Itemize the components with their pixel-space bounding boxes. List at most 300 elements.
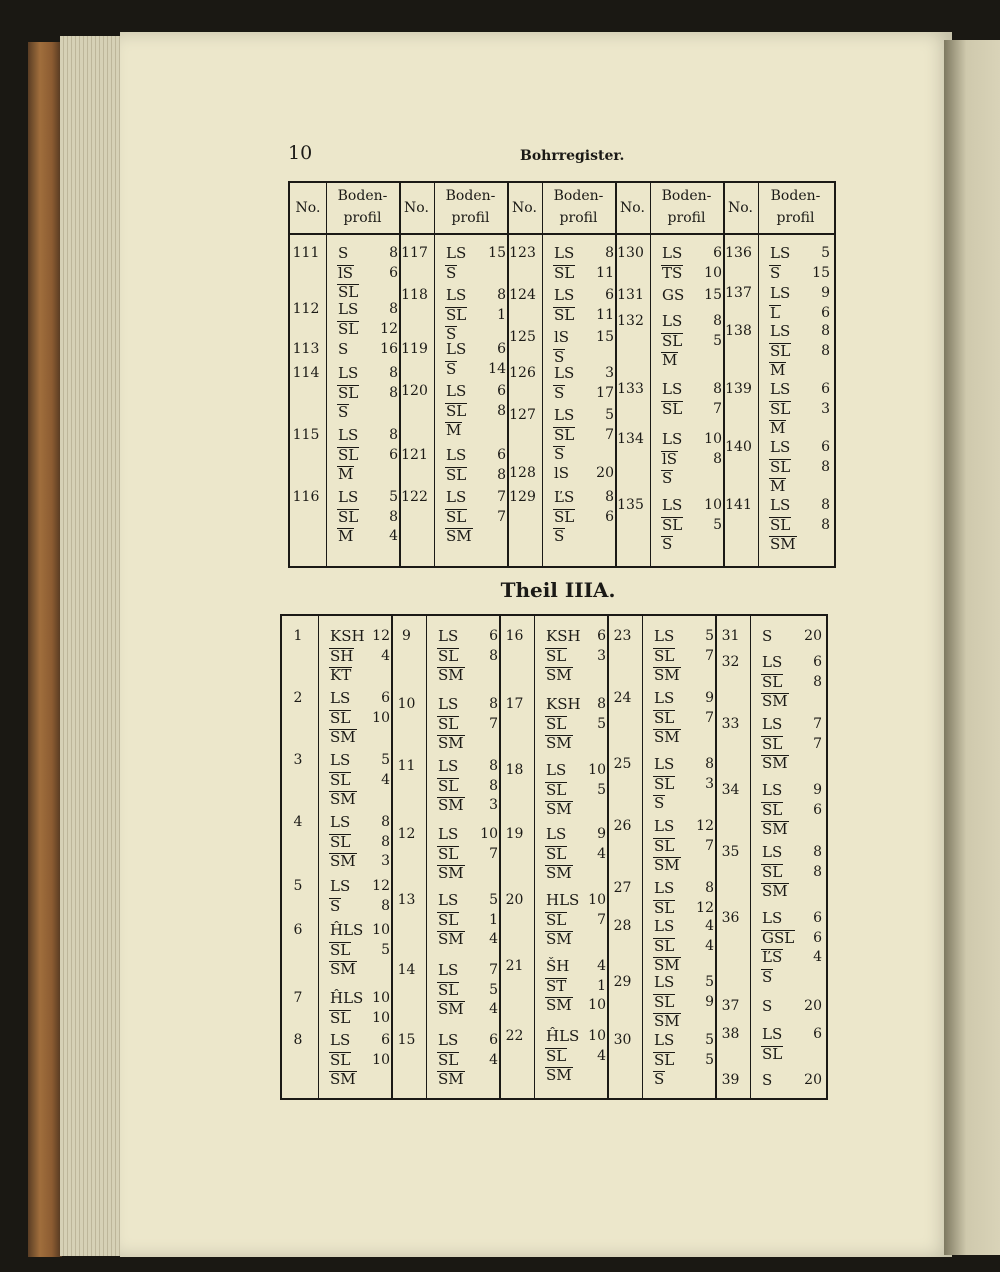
row-number: 10 <box>397 696 416 712</box>
soil-profile <box>762 843 826 902</box>
soil-code: S <box>770 263 781 282</box>
profile-layer <box>438 777 502 797</box>
soil-code: SL <box>762 672 783 691</box>
soil-code: SM <box>654 956 680 974</box>
soil-code: LS <box>438 961 459 979</box>
soil-profile <box>438 757 502 816</box>
layer-depth: 8 <box>389 245 398 261</box>
profile-layer <box>330 813 394 833</box>
layer-depth: 6 <box>813 910 822 926</box>
profile-layer <box>654 879 718 899</box>
layer-depth: 8 <box>489 647 498 664</box>
profile-layer <box>762 968 826 988</box>
soil-code: SH <box>330 646 354 665</box>
soil-code: SM <box>762 882 788 900</box>
profile-layer <box>546 930 610 950</box>
soil-code: SL <box>438 776 459 795</box>
soil-code: SM <box>438 734 464 752</box>
soil-code: LS <box>330 877 351 895</box>
profile-layer <box>662 286 726 306</box>
soil-code: lS <box>554 328 570 346</box>
layer-depth: 6 <box>389 264 398 281</box>
profile-layer <box>330 989 394 1009</box>
layer-depth: 10 <box>704 431 722 447</box>
soil-code: SL <box>770 399 791 418</box>
soil-profile <box>762 627 826 647</box>
profile-layer <box>338 300 402 320</box>
profile-layer <box>338 527 402 547</box>
profile-layer <box>770 477 834 497</box>
profile-layer <box>446 402 510 422</box>
layer-depth: 6 <box>597 628 606 644</box>
layer-depth: 8 <box>489 777 498 794</box>
book-spine <box>28 42 62 1257</box>
layer-depth: 6 <box>381 1032 390 1048</box>
soil-code: SL <box>446 507 467 526</box>
soil-code: SL <box>330 832 351 851</box>
soil-code: S <box>554 383 565 402</box>
layer-depth: 8 <box>389 365 398 381</box>
row-number: 119 <box>401 341 428 357</box>
profile-layer <box>338 446 402 466</box>
profile-layer <box>762 929 826 949</box>
soil-profile <box>654 627 718 686</box>
profile-layer <box>762 863 826 883</box>
profile-layer <box>762 627 826 647</box>
soil-code: SM <box>546 666 572 684</box>
row-number: 21 <box>505 958 524 974</box>
profile-layer <box>546 781 610 801</box>
profile-layer <box>438 757 502 777</box>
row-number: 130 <box>617 245 644 261</box>
header-bodenprofil <box>434 185 507 229</box>
soil-code: lS <box>338 263 354 282</box>
layer-depth: 8 <box>489 758 498 774</box>
soil-profile <box>546 627 610 686</box>
soil-code: S <box>338 340 349 358</box>
soil-code: LS <box>770 244 791 262</box>
soil-code: SL <box>330 770 351 789</box>
row-number: 111 <box>292 245 320 261</box>
layer-depth: 20 <box>804 628 822 644</box>
row-number: 140 <box>725 439 752 455</box>
soil-profile <box>662 380 726 419</box>
soil-code: SL <box>770 457 791 476</box>
layer-depth: 6 <box>821 439 830 455</box>
layer-depth: 20 <box>804 1072 822 1088</box>
soil-code: SL <box>330 708 351 727</box>
layer-depth: 5 <box>713 516 722 533</box>
profile-layer <box>338 384 402 404</box>
profile-layer <box>330 647 394 667</box>
soil-profile <box>554 286 618 325</box>
row-number: 1 <box>293 628 303 644</box>
row-number: 37 <box>721 998 740 1014</box>
soil-code: SL <box>438 910 459 929</box>
profile-layer <box>554 328 618 348</box>
soil-code: S <box>338 244 349 262</box>
layer-depth: 5 <box>489 981 498 998</box>
soil-code: SL <box>662 515 683 534</box>
profile-layer <box>654 728 718 748</box>
row-number: 133 <box>617 381 644 397</box>
layer-depth: 4 <box>381 771 390 788</box>
register-table-top <box>288 181 836 568</box>
layer-depth: 4 <box>597 958 606 974</box>
soil-code: TS <box>662 263 683 282</box>
profile-layer <box>770 342 834 362</box>
layer-depth: 12 <box>380 320 398 337</box>
row-number: 18 <box>505 762 524 778</box>
layer-depth: 5 <box>705 974 714 990</box>
layer-depth: 8 <box>489 696 498 712</box>
profile-layer <box>762 801 826 821</box>
profile-layer <box>438 695 502 715</box>
layer-depth: 10 <box>372 922 390 938</box>
soil-code: LS <box>546 825 567 843</box>
profile-layer <box>446 508 510 528</box>
profile-layer <box>662 244 726 264</box>
layer-depth: 3 <box>605 365 614 381</box>
table-column-rule <box>534 616 535 1098</box>
profile-layer <box>330 1070 394 1090</box>
profile-layer <box>762 692 826 712</box>
soil-code: LS <box>446 244 467 262</box>
row-number: 129 <box>509 489 536 505</box>
layer-depth: 8 <box>713 381 722 397</box>
layer-depth: 6 <box>389 446 398 463</box>
layer-depth: 6 <box>821 381 830 397</box>
soil-code: SL <box>438 980 459 999</box>
row-number: 35 <box>721 844 740 860</box>
row-number: 121 <box>401 447 428 463</box>
profile-layer <box>770 244 834 264</box>
profile-layer <box>554 527 618 547</box>
soil-code: SM <box>546 930 572 948</box>
soil-code: LS <box>654 817 675 835</box>
soil-code: SL <box>770 515 791 534</box>
header-bodenprofil-line1: Boden- <box>661 188 712 204</box>
layer-depth: 15 <box>596 329 614 345</box>
table-column-rule <box>434 183 435 566</box>
profile-layer <box>554 364 618 384</box>
header-bodenprofil <box>758 185 833 229</box>
row-number: 17 <box>505 696 524 712</box>
layer-depth: 10 <box>704 264 722 281</box>
profile-layer <box>770 419 834 439</box>
soil-code: SM <box>770 535 796 553</box>
row-number: 20 <box>505 892 524 908</box>
soil-code: SL <box>438 844 459 863</box>
row-number: 39 <box>721 1072 740 1088</box>
profile-layer <box>770 458 834 478</box>
soil-profile <box>554 364 618 403</box>
soil-profile <box>330 751 394 810</box>
soil-code: KT <box>330 666 352 684</box>
row-number: 23 <box>613 628 632 644</box>
profile-layer <box>554 306 618 326</box>
soil-profile <box>330 989 394 1028</box>
soil-code: SL <box>762 800 783 819</box>
soil-code: SM <box>654 728 680 746</box>
profile-layer <box>654 1051 718 1071</box>
register-table-bottom <box>280 614 828 1100</box>
profile-layer <box>654 775 718 795</box>
profile-layer <box>770 400 834 420</box>
soil-code: SL <box>446 401 467 420</box>
layer-depth: 7 <box>497 508 506 525</box>
header-bodenprofil-line1: Boden- <box>770 188 821 204</box>
soil-profile <box>546 891 610 950</box>
soil-code: SM <box>546 734 572 752</box>
soil-code: SL <box>438 646 459 665</box>
layer-depth: 8 <box>821 497 830 513</box>
soil-code: lS <box>662 449 678 468</box>
profile-layer <box>546 977 610 997</box>
profile-layer <box>446 306 510 326</box>
soil-code: SM <box>438 666 464 684</box>
soil-profile <box>446 340 510 379</box>
profile-layer <box>338 340 402 360</box>
profile-layer <box>446 286 510 306</box>
layer-depth: 7 <box>605 426 614 443</box>
soil-profile <box>762 781 826 840</box>
layer-depth: 7 <box>489 962 498 978</box>
row-number: 120 <box>401 383 428 399</box>
layer-depth: 8 <box>705 756 714 772</box>
profile-layer <box>654 1012 718 1032</box>
soil-code: SM <box>438 864 464 882</box>
layer-depth: 10 <box>588 997 606 1013</box>
soil-code: SL <box>438 714 459 733</box>
layer-depth: 10 <box>372 990 390 1006</box>
soil-code: SL <box>654 774 675 793</box>
soil-profile <box>662 430 726 489</box>
profile-layer <box>654 856 718 876</box>
profile-layer <box>330 833 394 853</box>
profile-layer <box>654 1031 718 1051</box>
soil-profile <box>438 627 502 686</box>
soil-code: LS <box>762 715 783 733</box>
soil-profile <box>338 300 402 339</box>
profile-layer <box>438 734 502 754</box>
layer-depth: 12 <box>696 899 714 916</box>
header-bodenprofil-line2: profil <box>776 210 815 226</box>
soil-profile <box>654 973 718 1032</box>
layer-depth: 7 <box>713 400 722 417</box>
profile-layer <box>546 695 610 715</box>
profile-layer <box>546 891 610 911</box>
soil-code: LS <box>762 781 783 799</box>
row-number: 118 <box>401 287 428 303</box>
row-number: 112 <box>292 301 320 317</box>
profile-layer <box>554 384 618 404</box>
layer-depth: 4 <box>381 647 390 664</box>
soil-code: SL <box>554 263 575 282</box>
soil-code: LS <box>654 627 675 645</box>
soil-code: KSH <box>546 695 581 713</box>
soil-code: SL <box>762 862 783 881</box>
soil-profile <box>338 364 402 423</box>
row-number: 8 <box>293 1032 303 1048</box>
soil-code: LS <box>762 843 783 861</box>
layer-depth: 9 <box>705 993 714 1010</box>
profile-layer <box>330 877 394 897</box>
header-no: No. <box>728 200 753 216</box>
layer-depth: 7 <box>705 647 714 664</box>
soil-profile <box>446 446 510 485</box>
soil-code: SL <box>446 305 467 324</box>
layer-depth: 6 <box>605 508 614 525</box>
soil-code: LS <box>554 406 575 424</box>
soil-profile <box>654 817 718 876</box>
header-bodenprofil <box>326 185 399 229</box>
row-number: 33 <box>721 716 740 732</box>
layer-depth: 5 <box>389 489 398 505</box>
soil-profile <box>546 957 610 1016</box>
soil-code: SL <box>554 507 575 526</box>
layer-depth: 6 <box>489 1032 498 1048</box>
header-bodenprofil <box>542 185 615 229</box>
profile-layer <box>338 264 402 284</box>
row-number: 128 <box>509 465 536 481</box>
header-bodenprofil-line1: Boden- <box>445 188 496 204</box>
layer-depth: 4 <box>489 1051 498 1068</box>
layer-depth: 6 <box>605 287 614 303</box>
layer-depth: 16 <box>380 341 398 357</box>
profile-layer <box>546 1027 610 1047</box>
soil-code: ĽS <box>554 488 575 506</box>
soil-profile <box>338 488 402 547</box>
layer-depth: 15 <box>704 287 722 303</box>
soil-profile <box>762 997 826 1017</box>
layer-depth: 11 <box>596 264 614 281</box>
layer-depth: 17 <box>596 384 614 401</box>
layer-depth: 3 <box>381 853 390 869</box>
row-number: 117 <box>401 245 428 261</box>
layer-depth: 3 <box>489 797 498 813</box>
soil-code: LS <box>330 813 351 831</box>
soil-profile <box>770 284 834 323</box>
profile-layer <box>762 843 826 863</box>
soil-code: S <box>554 445 565 463</box>
row-number: 15 <box>397 1032 416 1048</box>
row-number: 27 <box>613 880 632 896</box>
layer-depth: 20 <box>804 998 822 1014</box>
profile-layer <box>438 911 502 931</box>
profile-layer <box>330 728 394 748</box>
soil-code: S <box>762 1071 773 1089</box>
profile-layer <box>554 464 618 484</box>
soil-code: S <box>654 794 665 812</box>
layer-depth: 5 <box>705 628 714 644</box>
profile-layer <box>770 322 834 342</box>
profile-layer <box>446 466 510 486</box>
profile-layer <box>330 1051 394 1071</box>
soil-code: LS <box>770 322 791 340</box>
layer-depth: 9 <box>821 285 830 301</box>
row-number: 115 <box>292 427 320 443</box>
soil-code: SM <box>546 1066 572 1084</box>
profile-layer <box>662 312 726 332</box>
soil-profile <box>654 1031 718 1090</box>
layer-depth: 10 <box>588 892 606 908</box>
profile-layer <box>554 445 618 465</box>
profile-layer <box>654 1070 718 1090</box>
profile-layer <box>762 1071 826 1091</box>
layer-depth: 6 <box>813 929 822 946</box>
profile-layer <box>762 781 826 801</box>
table-column-rule <box>318 616 319 1098</box>
soil-profile <box>554 464 618 484</box>
soil-profile <box>554 406 618 465</box>
profile-layer <box>654 817 718 837</box>
layer-depth: 8 <box>605 489 614 505</box>
profile-layer <box>770 361 834 381</box>
soil-code: LS <box>338 426 359 444</box>
soil-code: LS <box>546 761 567 779</box>
soil-code: S <box>762 997 773 1015</box>
soil-code: SL <box>654 992 675 1011</box>
profile-layer <box>554 508 618 528</box>
soil-profile <box>438 1031 502 1090</box>
row-number: 134 <box>617 431 644 447</box>
soil-code: LS <box>654 689 675 707</box>
soil-code: SM <box>330 728 356 746</box>
profile-layer <box>546 800 610 820</box>
soil-code: LS <box>770 496 791 514</box>
profile-layer <box>438 627 502 647</box>
profile-layer <box>770 438 834 458</box>
layer-depth: 7 <box>489 845 498 862</box>
soil-code: M <box>338 465 354 483</box>
soil-code: SL <box>546 780 567 799</box>
layer-depth: 10 <box>704 497 722 513</box>
soil-profile <box>438 961 502 1020</box>
soil-code: LS <box>438 825 459 843</box>
soil-profile <box>762 653 826 712</box>
table-column-rule <box>326 183 327 566</box>
layer-depth: 8 <box>497 287 506 303</box>
profile-layer <box>662 264 726 284</box>
profile-layer <box>338 508 402 528</box>
soil-code: LS <box>770 438 791 456</box>
soil-code: SL <box>654 1050 675 1069</box>
soil-code: LS <box>654 879 675 897</box>
profile-layer <box>554 488 618 508</box>
soil-code: SL <box>338 507 359 526</box>
row-number: 36 <box>721 910 740 926</box>
profile-layer <box>762 735 826 755</box>
layer-depth: 4 <box>813 949 822 965</box>
layer-depth: 4 <box>489 931 498 947</box>
profile-layer <box>662 450 726 470</box>
soil-code: LS <box>446 382 467 400</box>
soil-profile <box>438 891 502 950</box>
soil-code: M <box>770 477 786 495</box>
row-number: 22 <box>505 1028 524 1044</box>
soil-code: SL <box>546 844 567 863</box>
layer-depth: 5 <box>489 892 498 908</box>
header-bodenprofil-line2: profil <box>559 210 598 226</box>
profile-layer <box>330 689 394 709</box>
soil-code: KSH <box>330 627 365 645</box>
layer-depth: 9 <box>813 782 822 798</box>
profile-layer <box>762 673 826 693</box>
profile-layer <box>662 430 726 450</box>
profile-layer <box>762 754 826 774</box>
row-number: 7 <box>293 990 303 1006</box>
